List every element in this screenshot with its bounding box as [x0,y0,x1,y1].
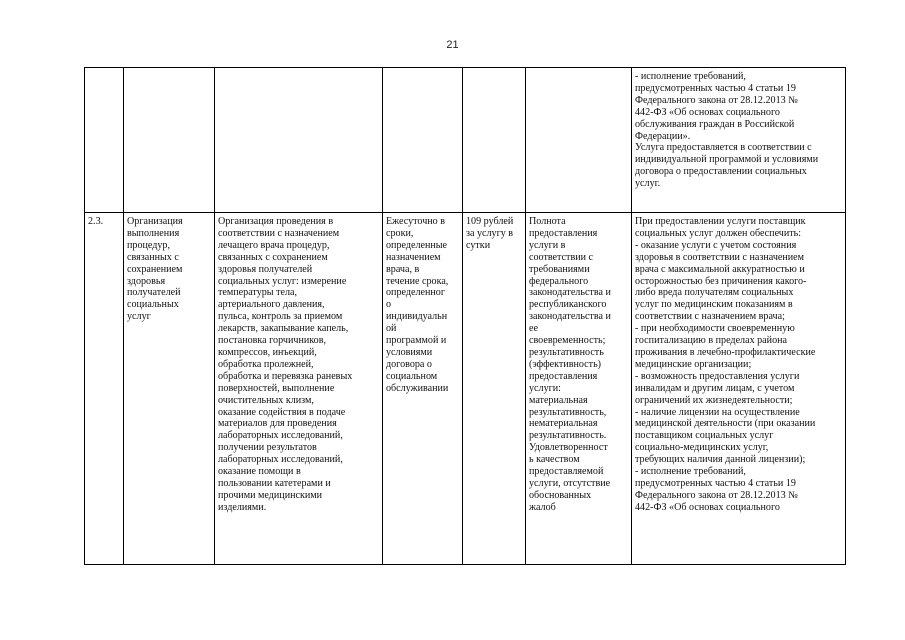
cell-service-timing [383,68,463,213]
table-row-continuation [85,68,846,213]
cell-service-description [215,68,383,213]
cell-number: 2.3. [85,213,124,565]
services-table [84,67,846,565]
cell-quality-indicators [526,68,632,213]
cell-service-name: Организация выполнения процедур, связанных с сохранением здоровья получателей социальных услуг [124,213,215,565]
page-number: 21 [446,39,459,51]
cell-service-conditions: - исполнение требований, предусмотренных частью 4 статьи 19 Федерального закона от 28.12.2013 № 442-ФЗ «Об основах социального обслуживания граждан в Российской Федерации». Услуга предоставляется в соответствии с индивидуальной программой и условиями договора о предоставлении социальных услуг. [632,68,846,213]
cell-service-price [463,68,526,213]
cell-quality-indicators: Полнота предоставления услуги в соответствии с требованиями федерального законодательства и республиканского законодательства и ее своевременность; результативность (эффективность) предоставления услуги: материальная результативность, нематериальная результативность. Удовлетворенност ь качеством предоставляемой услуги, отсутствие обоснованных жалоб [526,213,632,565]
table-row-2-3 [85,213,846,565]
cell-service-price: 109 рублей за услугу в сутки [463,213,526,565]
cell-service-description: Организация проведения в соответствии с назначением лечащего врача процедур, связанных с сохранением здоровья получателей социальных услуг: измерение температуры тела, артериального давления, пульса, контроль за приемом лекарств, закапывание капель, постановка горчичников, компрессов, инъекций, обработка пролежней, обработка и перевязка раневых поверхностей, выполнение очистительных клизм, оказание содействия в подаче материалов для проведения лабораторных исследований, получении результатов лабораторных исследований, оказание помощи в пользовании катетерами и прочими медицинскими изделиями. [215,213,383,565]
cell-service-timing: Ежесуточно в сроки, определенные назначением врача, в течение срока, определенног о индивидуальн ой программой и условиями договора о социальном обслуживании [383,213,463,565]
cell-service-name [124,68,215,213]
cell-number [85,68,124,213]
cell-service-conditions: При предоставлении услуги поставщик социальных услуг должен обеспечить: - оказание услуги с учетом состояния здоровья в соответствии с назначением врача с максимальной аккуратностью и осторожностью без причинения какого- либо вреда получателям социальных услуг по медицинским показаниям в соответствии с назначением врача; - при необходимости своевременную госпитализацию в пределах района проживания в лечебно-профилактические медицинские организации; - возможность предоставления услуги инвалидам и другим лицам, с учетом ограничений их жизнедеятельности; - наличие лицензии на осуществление медицинской деятельности (при оказании поставщиком социальных услуг социально-медицинских услуг, требующих наличия данной лицензии); - исполнение требований, предусмотренных частью 4 статьи 19 Федерального закона от 28.12.2013 № 442-ФЗ «Об основах социального [632,213,846,565]
